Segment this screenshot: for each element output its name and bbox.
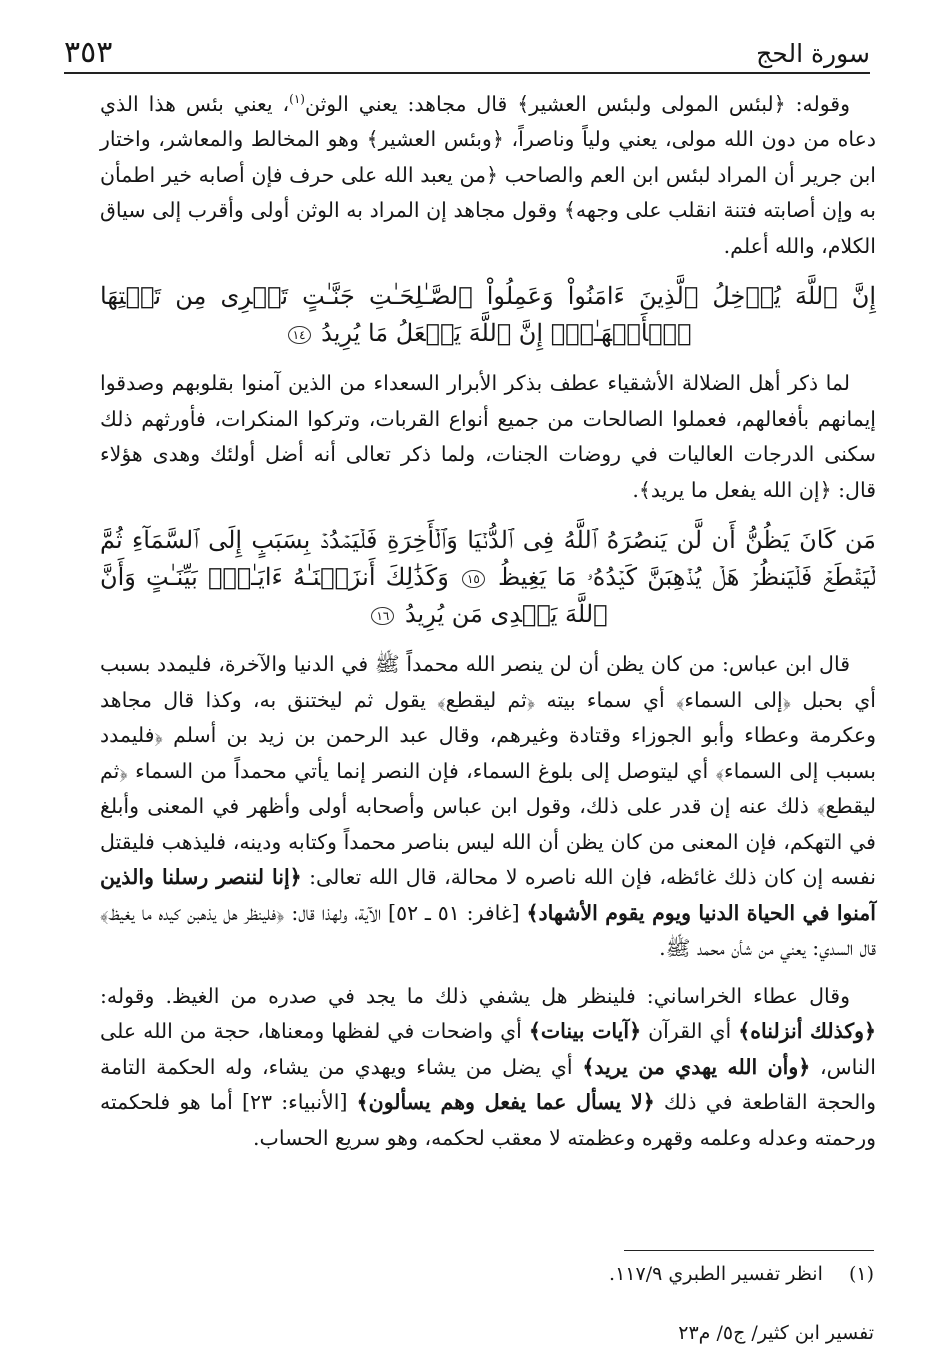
- verse-number-marker: ١٥: [462, 570, 485, 588]
- footnote-text: انظر تفسير الطبري ١١٧/٩.: [609, 1263, 823, 1285]
- footnote-divider: [624, 1250, 874, 1251]
- footnote-ref[interactable]: (١): [289, 92, 305, 106]
- paragraph-1: وقوله: ﴿لبئس المولى ولبئس العشير﴾ قال مجاهد: يعني الوثن$^{(١)}$، يعني بئس هذا الذي دعاه من دون الله مولى، يعني ولياً وناصراً، ﴿وبئس العشير﴾ وهو المخالط والمعاشر، واختار ابن جرير أن المراد لبئس ابن العم والصاحب ﴿من يعبد الله على حرف فإن أصابه خير اطمأن به وإن أصابته فتنة انقلب على وجهه﴾ وقول مجاهد إن المراد به الوثن أولى وأقرب إلى سياق الكلام، والله أعلم.: [100, 91, 876, 258]
- footnote-number: (١): [848, 1263, 874, 1285]
- footnote: [100, 1263, 874, 1285]
- page-body: [100, 82, 876, 1156]
- quran-verses-15-16: مَن كَانَ يَظُنُّ أَن لَّن يَنصُرَهُ ٱللَّهُ فِى ٱلدُّنۡيَا وَٱلۡأَخِرَةِ فَلۡيَمۡدُدۡ بِسَبَبٍ إِلَى ٱلسَّمَآءِ ثُمَّ لۡيَقۡطَعۡ فَلۡيَنظُرۡ هَلۡ يُذۡهِبَنَّ كَيۡدُهُۥ مَا يَغِيظُ ١٥ وَكَذَٰلِكَ أَنزَلۡنَـٰهُ ءَايَـٰتِۭ بَيِّنَـٰتٍ وَأَنَّ ٱللَّهَ يَهۡدِى مَن يُرِيدُ ١٦: [100, 526, 876, 629]
- printer-signature: تفسير ابن كثير/ ج٥/ م٢٣: [678, 1322, 874, 1344]
- quran-verse-14: إِنَّ ٱللَّهَ يُدۡخِلُ ٱلَّذِينَ ءَامَنُواْ وَعَمِلُواْ ٱلصَّـٰلِحَـٰتِ جَنَّـٰتٍ تَجۡرِى مِن تَحۡتِهَا ٱلۡأَنۡهَـٰرُۚ إِنَّ ٱللَّهَ يَفۡعَلُ مَا يُرِيدُ ١٤: [100, 282, 876, 348]
- page-header: [64, 28, 870, 74]
- surah-title: سورة الحج: [756, 39, 870, 68]
- verse-number-marker: ١٦: [371, 607, 394, 625]
- verse-number-marker: ١٤: [288, 326, 311, 344]
- page-number: ٣٥٣: [64, 35, 113, 70]
- paragraph-2: لما ذكر أهل الضلالة الأشقياء عطف بذكر الأبرار السعداء من الذين آمنوا بقلوبهم وصدقوا إيمانهم بأفعالهم، فعملوا الصالحات من جميع أنواع القربات، وتركوا المنكرات، فأورثهم ذلك سكنى الدرجات العاليات في روضات الجنات، ولما ذكر تعالى أنه أضل أولئك وهدى هؤلاء قال: ﴿إن الله يفعل ما يريد﴾.: [100, 371, 876, 502]
- paragraph-4: وقال عطاء الخراساني: فلينظر هل يشفي ذلك ما يجد في صدره من الغيظ. وقوله: ﴿وكذلك أنزلناه﴾ أي القرآن ﴿آيات بينات﴾ أي واضحات في لفظها ومعناها، حجة من الله على الناس، ﴿وأن الله يهدي من يريد﴾ أي يضل من يشاء ويهدي من يشاء، وله الحكمة التامة والحجة القاطعة في ذلك ﴿لا يسأل عما يفعل وهم يسألون﴾ [الأنبياء: ٢٣] أما هو فلحكمته ورحمته وعدله وعلمه وقهره وعظمته لا معقب لحكمه، وهو سريع الحساب.: [100, 983, 877, 1150]
- paragraph-3: قال ابن عباس: من كان يظن أن لن ينصر الله محمداً ﷺ في الدنيا والآخرة، فليمدد بسبب أي بحبل ﴿إلى السماء﴾ أي سماء بيته ﴿ثم ليقطع﴾ يقول ثم ليختنق به، وكذا قال مجاهد وعكرمة وعطاء وأبو الجوزاء وقتادة وغيرهم، وقال عبد الرحمن بن زيد بن أسلم ﴿فليمدد بسبب إلى السماء﴾ أي ليتوصل إلى بلوغ السماء، فإن النصر إنما يأتي محمداً من السماء ﴿ثم ليقطع﴾ ذلك عنه إن قدر على ذلك، وقول ابن عباس وأصحابه أولى وأظهر في المعنى وأبلغ في التهكم، فإن المعنى من كان يظن أن الله ليس بناصر محمداً وكتابه ودينه، فليذهب فليقتل نفسه إن كان ذلك غائظه، فإن الله ناصره لا محالة، قال الله تعالى: ﴿إنا لننصر رسلنا والذين آمنوا في الحياة الدنيا ويوم يقوم الأشهاد﴾ [غافر: ٥١ ـ ٥٢] الآية، ولهذا قال: ﴿فلينظر هل يذهبن كيده ما يغيظ﴾ قال السدي: يعني من شأن محمد ﷺ.: [100, 652, 876, 961]
- bold-verse: ﴿إنا لننصر رسلنا والذين آمنوا في الحياة الدنيا ويوم يقوم الأشهاد﴾: [100, 865, 876, 925]
